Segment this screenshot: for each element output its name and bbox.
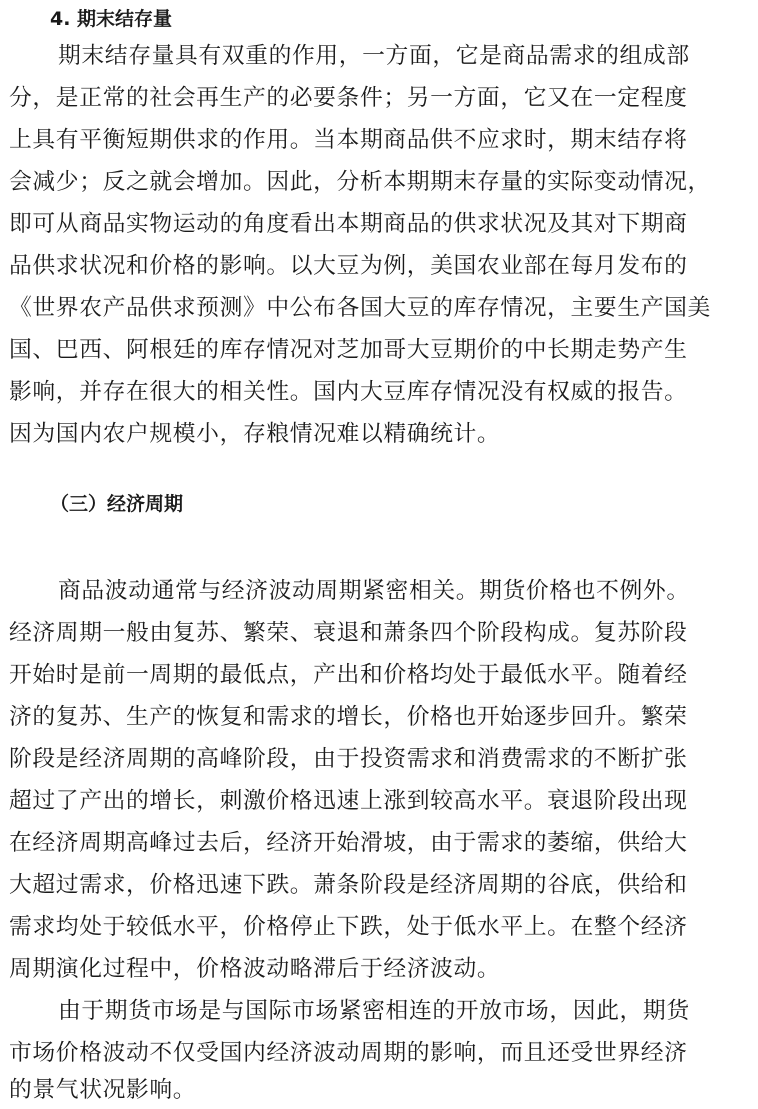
paragraph-line: 经济周期一般由复苏、繁荣、衰退和萧条四个阶段构成。复苏阶段 <box>9 620 688 646</box>
paragraph-line: 大超过需求，价格迅速下跌。萧条阶段是经济周期的谷底，供给和 <box>9 872 688 898</box>
paragraph-line: 上具有平衡短期供求的作用。当本期商品供不应求时，期末结存将 <box>9 127 688 153</box>
paragraph-line: 周期演化过程中，价格波动略滞后于经济波动。 <box>9 956 501 982</box>
paragraph-line: 市场价格波动不仅受国内经济波动周期的影响，而且还受世界经济 <box>9 1040 688 1066</box>
paragraph-line: 济的复苏、生产的恢复和需求的增长，价格也开始逐步回升。繁荣 <box>9 704 688 730</box>
paragraph-line: 影响，并存在很大的相关性。国内大豆库存情况没有权威的报告。 <box>9 379 688 405</box>
paragraph-line: 国、巴西、阿根廷的库存情况对芝加哥大豆期价的中长期走势产生 <box>9 337 688 363</box>
paragraph-line: 会减少；反之就会增加。因此，分析本期期末存量的实际变动情况， <box>9 169 711 195</box>
paragraph-line: 需求均处于较低水平，价格停止下跌，处于低水平上。在整个经济 <box>9 914 688 940</box>
paragraph-line: 《世界农产品供求预测》中公布各国大豆的库存情况，主要生产国美 <box>9 295 711 321</box>
paragraph-line: 品供求状况和价格的影响。以大豆为例，美国农业部在每月发布的 <box>9 253 688 279</box>
paragraph-line: 即可从商品实物运动的角度看出本期商品的供求状况及其对下期商 <box>9 211 688 237</box>
paragraph-line: 由于期货市场是与国际市场紧密相连的开放市场，因此，期货 <box>58 998 690 1024</box>
section-heading-economic-cycle: （三）经济周期 <box>50 493 184 515</box>
paragraph-line: 分，是正常的社会再生产的必要条件；另一方面，它又在一定程度 <box>9 85 688 111</box>
paragraph-line: 阶段是经济周期的高峰阶段，由于投资需求和消费需求的不断扩张 <box>9 746 688 772</box>
paragraph-line: 开始时是前一周期的最低点，产出和价格均处于最低水平。随着经 <box>9 662 688 688</box>
paragraph-line: 超过了产出的增长，刺激价格迅速上涨到较高水平。衰退阶段出现 <box>9 788 688 814</box>
paragraph-line: 因为国内农户规模小，存粮情况难以精确统计。 <box>9 421 501 447</box>
section-heading-ending-inventory: 4. 期末结存量 <box>50 8 173 30</box>
paragraph-line: 的景气状况影响。 <box>9 1077 197 1103</box>
paragraph-line: 在经济周期高峰过去后，经济开始滑坡，由于需求的萎缩，供给大 <box>9 830 688 856</box>
paragraph-line: 商品波动通常与经济波动周期紧密相关。期货价格也不例外。 <box>58 578 690 604</box>
paragraph-line: 期末结存量具有双重的作用，一方面，它是商品需求的组成部 <box>58 43 690 69</box>
